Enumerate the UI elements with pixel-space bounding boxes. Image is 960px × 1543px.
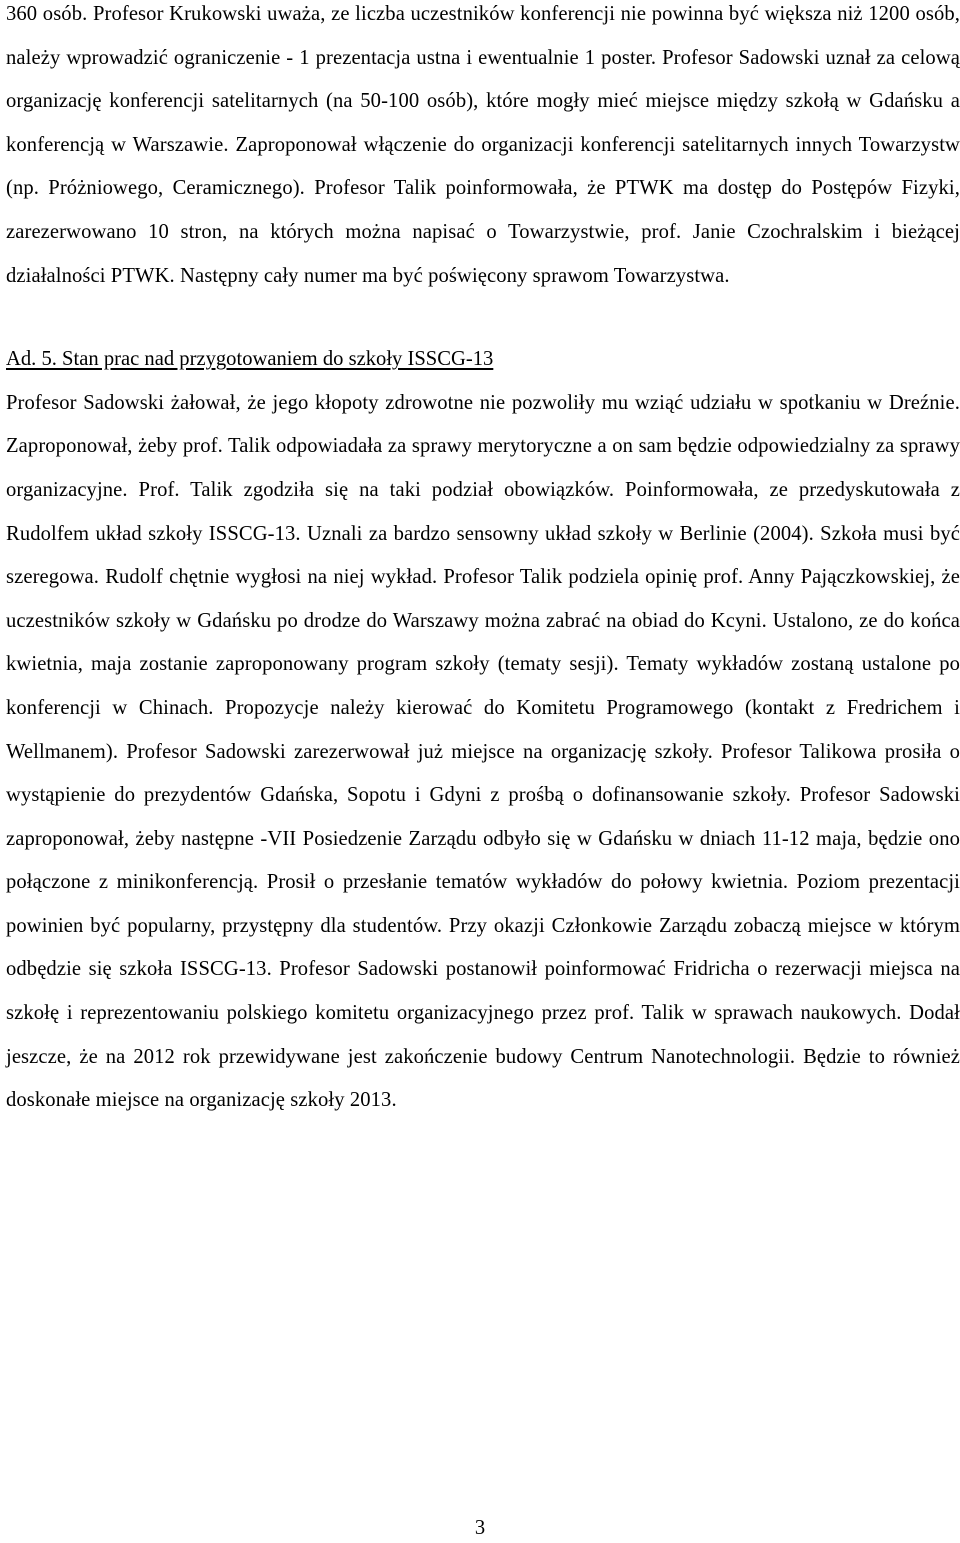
- document-page: [6, 0, 960, 1123]
- section-heading: Ad. 5. Stan prac nad przygotowaniem do szkoły ISSCG-13: [6, 348, 494, 371]
- body-paragraph: 360 osób. Profesor Krukowski uważa, ze liczba uczestników konferencji nie powinna być większa niż 1200 osób, należy wprowadzić ograniczenie - 1 prezentacja ustna i ewentualnie 1 poster. Profesor Sadowski uznał za celową organizację konferencji satelitarnych (na 50-100 osób), które mogły mieć miejsce między szkołą w Gdańsku a konferencją w Warszawie. Zaproponował włączenie do organizacji konferencji satelitarnych innych Towarzystw (np. Próżniowego, Ceramicznego). Profesor Talik poinformowała, że PTWK ma dostęp do Postępów Fizyki, zarezerwowano 10 stron, na których można napisać o Towarzystwie, prof. Janie Czochralskim i bieżącej działalności PTWK. Następny cały numer ma być poświęcony sprawom Towarzystwa.: [6, 3, 960, 287]
- section-heading-container: [6, 338, 960, 382]
- body-paragraph: Profesor Sadowski żałował, że jego kłopoty zdrowotne nie pozwoliły mu wziąć udziału w spotkaniu w Dreźnie. Zaproponował, żeby prof. Talik odpowiadała za sprawy merytoryczne a on sam będzie odpowiedzialny za sprawy organizacyjne. Prof. Talik zgodziła się na taki podział obowiązków. Poinformowała, ze przedyskutowała z Rudolfem układ szkoły ISSCG-13. Uznali za bardzo sensowny układ szkoły w Berlinie (2004). Szkoła musi być szeregowa. Rudolf chętnie wygłosi na niej wykład. Profesor Talik podziela opinię prof. Anny Pajączkowskiej, że uczestników szkoły w Gdańsku po drodze do Warszawy można zabrać na obiad do Kcyni. Ustalono, ze do końca kwietnia, maja zostanie zaproponowany program szkoły (tematy sesji). Tematy wykładów zostaną ustalone po konferencji w Chinach. Propozycje należy kierować do Komitetu Programowego (kontakt z Fredrichem i Wellmanem). Profesor Sadowski zarezerwował już miejsce na organizację szkoły. Profesor Talikowa prosiła o wystąpienie do prezydentów Gdańska, Sopotu i Gdyni z prośbą o dofinansowanie szkoły. Profesor Sadowski zaproponował, żeby następne -VII Posiedzenie Zarządu odbyło się w Gdańsku w dniach 11-12 maja, będzie ono połączone z minikonferencją. Prosił o przesłanie tematów wykładów do połowy kwietnia. Poziom prezentacji powinien być popularny, przystępny dla studentów. Przy okazji Członkowie Zarządu zobaczą miejsce w którym odbędzie się szkoła ISSCG-13. Profesor Sadowski postanowił poinformować Fridricha o rezerwacji miejsca na szkołę i reprezentowaniu polskiego komitetu organizacyjnego przez prof. Talik w sprawach naukowych. Dodał jeszcze, że na 2012 rok przewidywane jest zakończenie budowy Centrum Nanotechnologii. Będzie to również doskonałe miejsce na organizację szkoły 2013.: [6, 391, 960, 1112]
- page-number: 3: [474, 1517, 486, 1539]
